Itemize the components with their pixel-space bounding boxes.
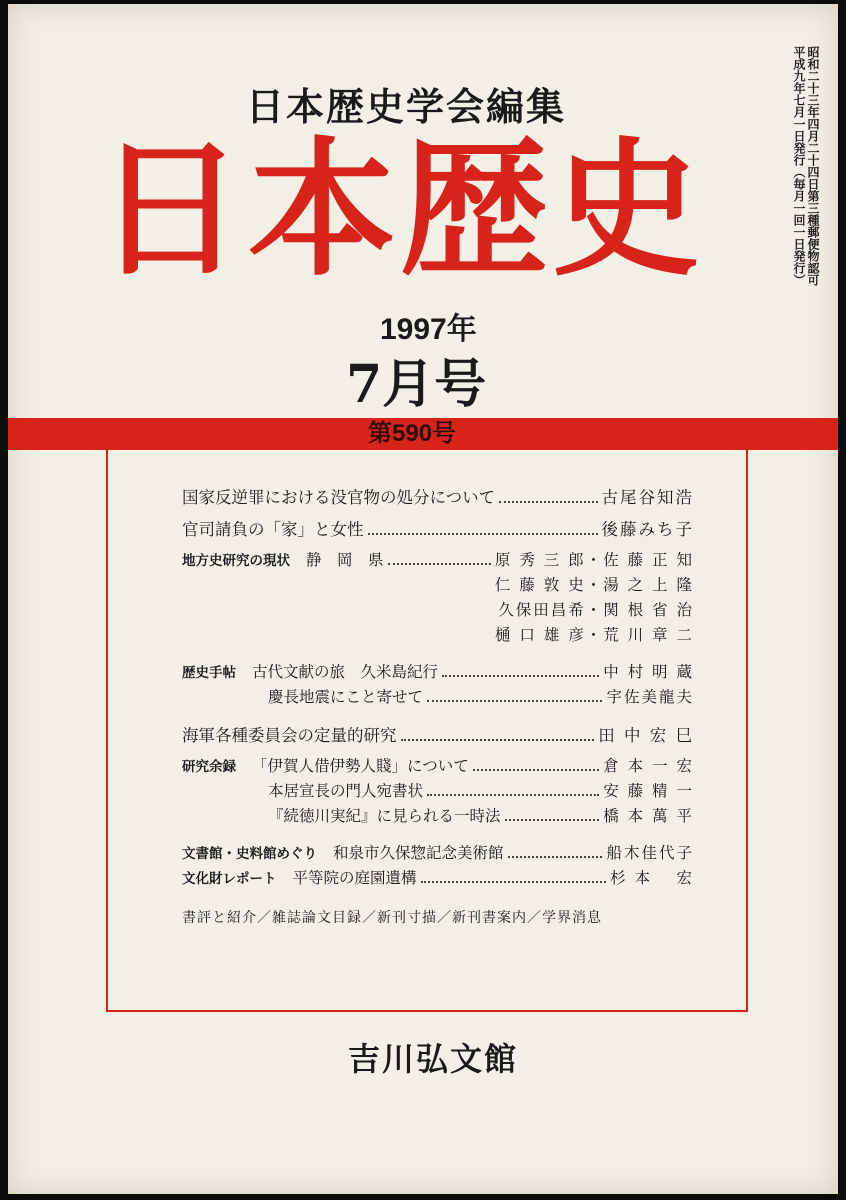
section-label: 歴史手帖	[182, 665, 236, 680]
issue-month: 7月号	[346, 354, 487, 415]
toc-author-row	[182, 623, 694, 648]
article-author: 原 秀 三 郎・佐 藤 正 知	[494, 551, 694, 569]
issue-year: 1997年	[380, 313, 477, 346]
article-author: 後藤みち子	[601, 520, 694, 539]
section-label: 地方史研究の現状	[182, 553, 290, 568]
postal-notice	[792, 46, 820, 296]
article-title: 官司請負の「家」と女性	[182, 520, 364, 539]
section-label: 文書館・史料館めぐり	[182, 846, 317, 861]
article-title: 古代文献の旅 久米島紀行	[252, 663, 439, 681]
leader-dots	[442, 666, 599, 677]
toc-entry	[182, 754, 694, 779]
toc-entry	[182, 779, 694, 804]
article-title: 国家反逆罪における没官物の処分について	[182, 488, 496, 507]
article-author: 橋 本 萬 平	[603, 807, 694, 825]
leader-dots	[388, 554, 491, 565]
article-title: 平等院の庭園遺構	[292, 869, 417, 887]
toc-author-row	[182, 573, 694, 598]
leader-dots	[427, 785, 599, 796]
toc-entry	[182, 841, 694, 866]
article-title: 慶長地震にこと寄せて	[268, 688, 424, 706]
article-title: 和泉市久保惣記念美術館	[333, 844, 504, 862]
article-title: 海軍各種委員会の定量的研究	[182, 726, 397, 745]
toc-entry	[182, 484, 694, 516]
postal-notice-line: 平成九年七月一日発行（毎月一回一日発行）	[792, 46, 806, 286]
article-author: 倉 本 一 宏	[603, 757, 694, 775]
toc-entry	[182, 548, 694, 573]
article-title: 静 岡 県	[306, 551, 384, 569]
editor-label: 日本歴史学会編集	[246, 84, 567, 129]
article-author: 安 藤 精 一	[603, 782, 694, 800]
issue-number: 第590号	[368, 420, 457, 447]
article-author: 船木佳代子	[606, 844, 694, 862]
article-author: 宇佐美龍夫	[606, 688, 694, 706]
toc-entry	[182, 722, 694, 754]
leader-dots	[421, 872, 607, 883]
article-author: 杉 本 宏	[610, 869, 694, 887]
section-label: 研究余録	[182, 759, 236, 774]
section-label: 文化財レポート	[182, 871, 277, 886]
toc-entry	[182, 804, 694, 829]
leader-dots	[368, 524, 598, 535]
leader-dots	[505, 810, 600, 821]
journal-cover	[8, 4, 838, 1194]
article-author: 中 村 明 蔵	[603, 663, 694, 681]
toc-entry	[182, 685, 694, 710]
regular-features: 書評と紹介／雑誌論文目録／新刊寸描／新刊書案内／学界消息	[182, 910, 602, 926]
leader-dots	[401, 730, 595, 741]
leader-dots	[499, 492, 597, 503]
article-author: 古尾谷知浩	[601, 488, 694, 507]
journal-title: 日本歴史	[96, 122, 704, 296]
table-of-contents	[182, 484, 694, 927]
toc-entry	[182, 660, 694, 685]
article-title: 『続徳川実紀』に見られる一時法	[268, 807, 501, 825]
article-author: 樋 口 雄 彦・荒 川 章 二	[494, 626, 694, 644]
leader-dots	[508, 847, 603, 858]
postal-notice-line: 昭和二十三年四月二十四日第三種郵便物認可	[806, 46, 820, 286]
leader-dots	[427, 691, 602, 702]
article-title: 「伊賀人借伊勢人賤」について	[252, 757, 469, 775]
article-title: 本居宣長の門人宛書状	[268, 782, 424, 800]
article-author: 仁 藤 敦 史・湯 之 上 隆	[494, 576, 694, 594]
article-author: 田 中 宏 巳	[598, 726, 694, 745]
toc-author-row	[182, 598, 694, 623]
toc-entry	[182, 866, 694, 891]
toc-entry	[182, 516, 694, 548]
article-author: 久保田昌希・関 根 省 治	[498, 601, 694, 619]
publisher-name: 吉川弘文館	[348, 1040, 519, 1078]
leader-dots	[473, 760, 600, 771]
